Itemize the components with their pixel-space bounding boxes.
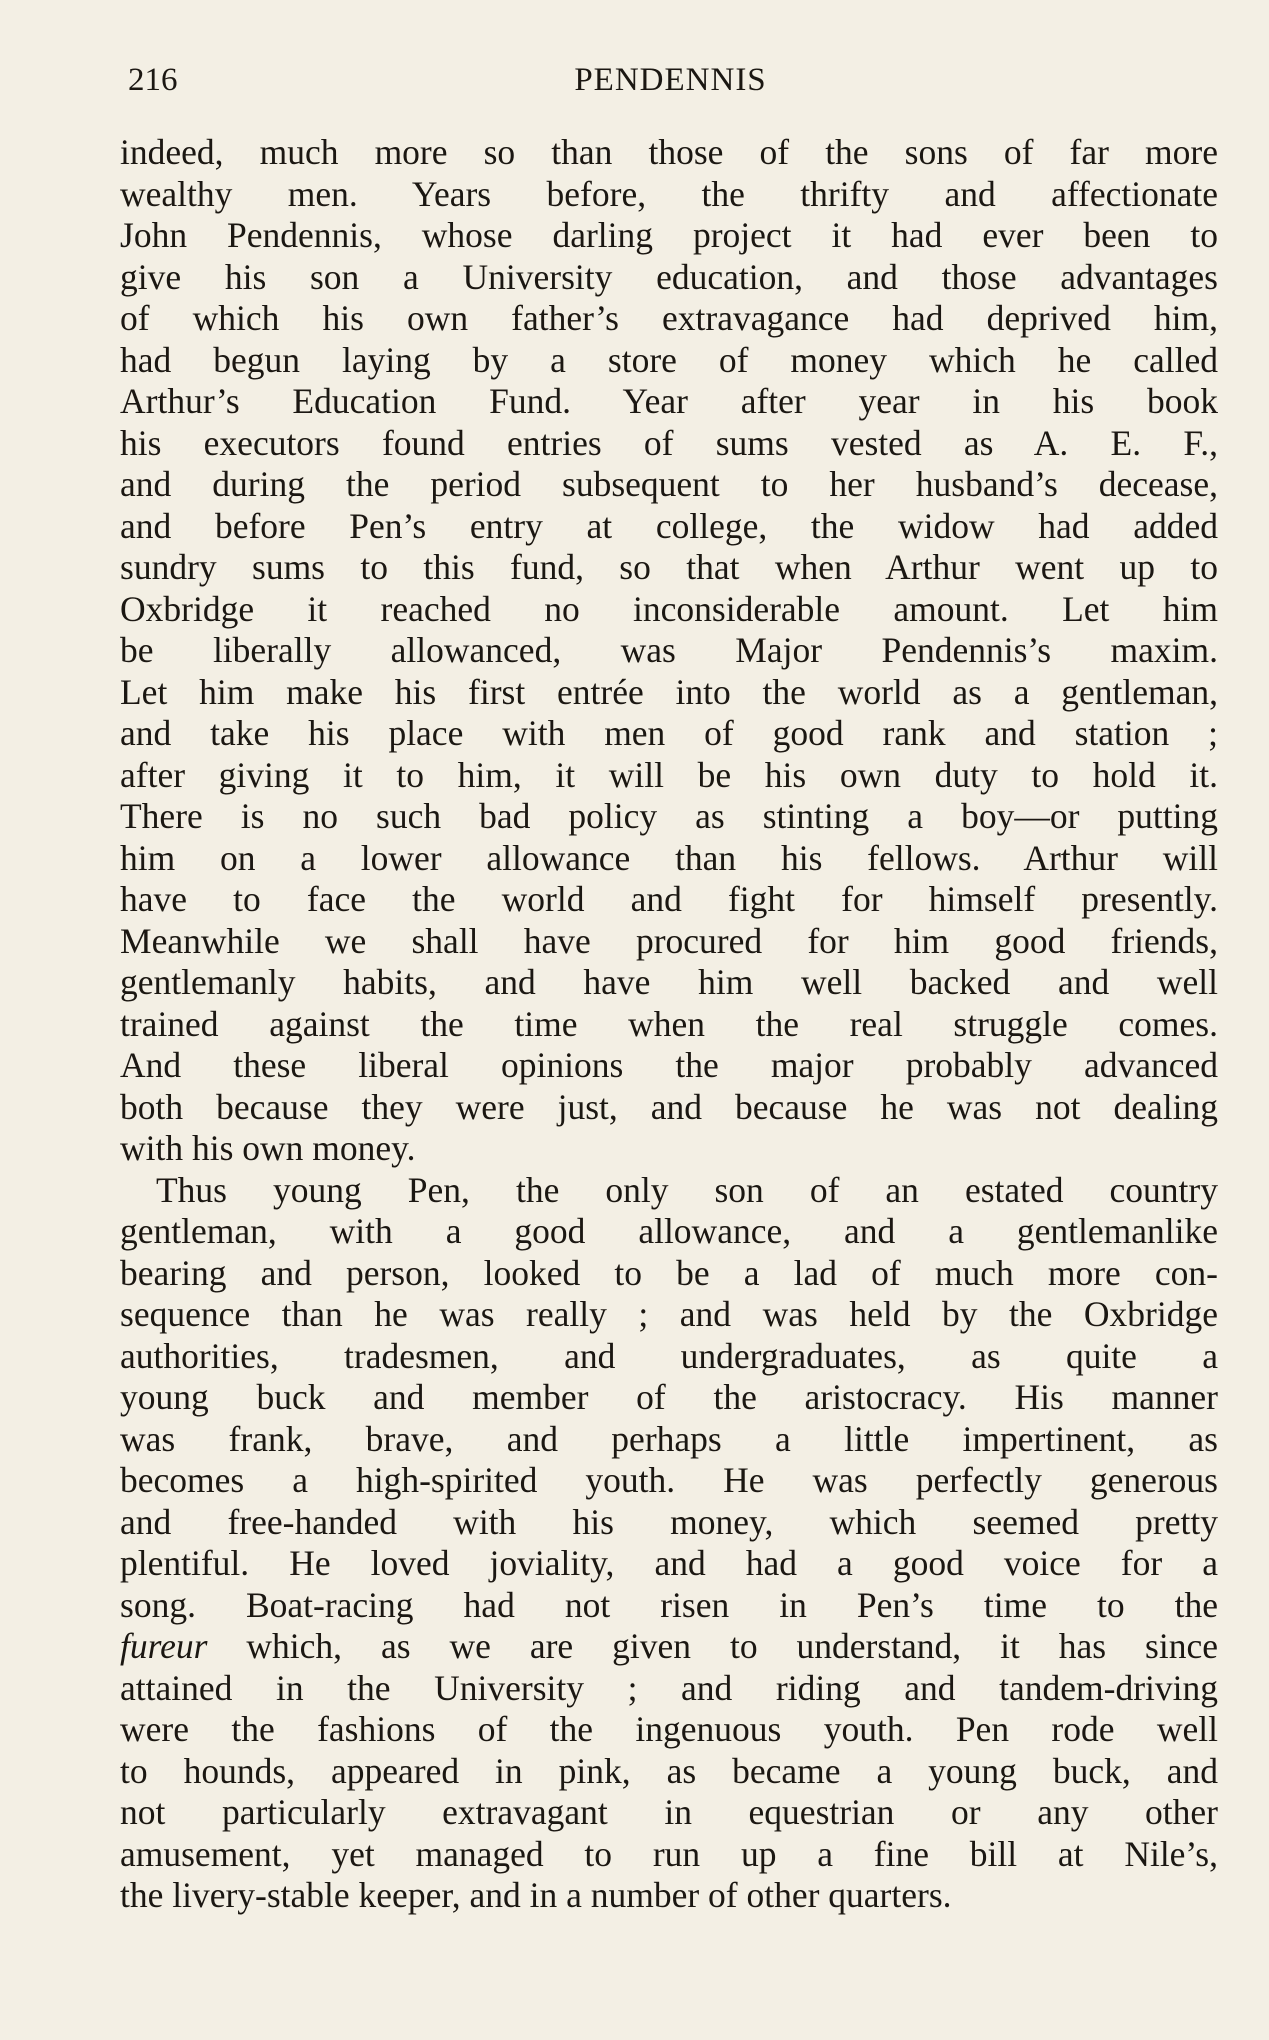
- text-line: trained against the time when the real struggle comes.: [120, 1003, 1218, 1044]
- text-line: have to face the world and fight for himself presently.: [120, 879, 1218, 919]
- text-line: attained in the University ; and riding and tandem-driving: [120, 1667, 1218, 1708]
- text-line: of which his own father’s extravagance had deprived him,: [120, 298, 1218, 338]
- text-line: authorities, tradesmen, and undergraduates, as quite a: [120, 1335, 1218, 1376]
- text-line: gentleman, with a good allowance, and a gentlemanlike: [120, 1211, 1218, 1251]
- text-line: becomes a high-spirited youth. He was perfectly generous: [120, 1460, 1218, 1500]
- text-line: and free-handed with his money, which seemed pretty: [120, 1501, 1218, 1542]
- text-line: Meanwhile we shall have procured for him good friends,: [120, 920, 1218, 961]
- text-line: young buck and member of the aristocracy. His manner: [120, 1377, 1218, 1417]
- text-line: were the fashions of the ingenuous youth. Pen rode well: [120, 1709, 1218, 1749]
- text-line: Arthur’s Education Fund. Year after year in his book: [120, 381, 1218, 421]
- running-head: [128, 58, 1213, 102]
- text-line: and during the period subsequent to her husband’s decease,: [120, 464, 1218, 504]
- running-title: PENDENNIS: [574, 62, 767, 98]
- text-line: was frank, brave, and perhaps a little impertinent, as: [120, 1418, 1218, 1459]
- paragraph-2: [120, 1170, 1218, 1917]
- text-line: and take his place with men of good rank and station ;: [120, 713, 1218, 753]
- text-line: not particularly extravagant in equestrian or any other: [120, 1792, 1218, 1832]
- text-line: Let him make his first entrée into the world as a gentleman,: [120, 671, 1218, 712]
- text-line: Thus young Pen, the only son of an estated country: [156, 1169, 1218, 1210]
- text-line: plentiful. He loved joviality, and had a good voice for a: [120, 1543, 1218, 1583]
- text-line: after giving it to him, it will be his own duty to hold it.: [120, 754, 1218, 795]
- text-line: had begun laying by a store of money which he called: [120, 339, 1218, 380]
- paragraph-1: [120, 132, 1218, 1170]
- text-line: give his son a University education, and those advantages: [120, 256, 1218, 297]
- text-line: with his own money.: [120, 1128, 416, 1168]
- text-line: the livery-stable keeper, and in a number of other quarters.: [120, 1875, 952, 1915]
- text-line: wealthy men. Years before, the thrifty and affectionate: [120, 173, 1218, 214]
- text-line: indeed, much more so than those of the sons of far more: [120, 132, 1218, 172]
- italic-word: fureur: [120, 1626, 208, 1666]
- text-line: John Pendennis, whose darling project it had ever been to: [120, 215, 1218, 255]
- text-line: to hounds, appeared in pink, as became a young buck, and: [120, 1750, 1218, 1791]
- text-line: gentlemanly habits, and have him well backed and well: [120, 962, 1218, 1002]
- text-line: Oxbridge it reached no inconsiderable amount. Let him: [120, 588, 1218, 629]
- text-line: amusement, yet managed to run up a fine bill at Nile’s,: [120, 1833, 1218, 1874]
- text-line: [120, 1626, 1218, 1668]
- text-line: him on a lower allowance than his fellows. Arthur will: [120, 837, 1218, 878]
- page-number: 216: [128, 62, 178, 98]
- text-line-rest: which, as we are given to understand, it has since: [246, 1626, 1218, 1666]
- text-line: song. Boat-racing had not risen in Pen’s time to the: [120, 1584, 1218, 1625]
- text-line: be liberally allowanced, was Major Pendennis’s maxim.: [120, 630, 1218, 670]
- text-line: both because they were just, and because he was not dealing: [120, 1086, 1218, 1127]
- text-line: sequence than he was really ; and was held by the Oxbridge: [120, 1294, 1218, 1334]
- text-line: and before Pen’s entry at college, the widow had added: [120, 505, 1218, 546]
- text-line: There is no such bad policy as stinting a boy—or putting: [120, 796, 1218, 836]
- text-line: And these liberal opinions the major probably advanced: [120, 1045, 1218, 1085]
- text-line: his executors found entries of sums vested as A. E. F.,: [120, 422, 1218, 463]
- body-text: [120, 132, 1218, 1917]
- text-line: sundry sums to this fund, so that when Arthur went up to: [120, 547, 1218, 587]
- text-line: bearing and person, looked to be a lad of much more con-: [120, 1252, 1218, 1293]
